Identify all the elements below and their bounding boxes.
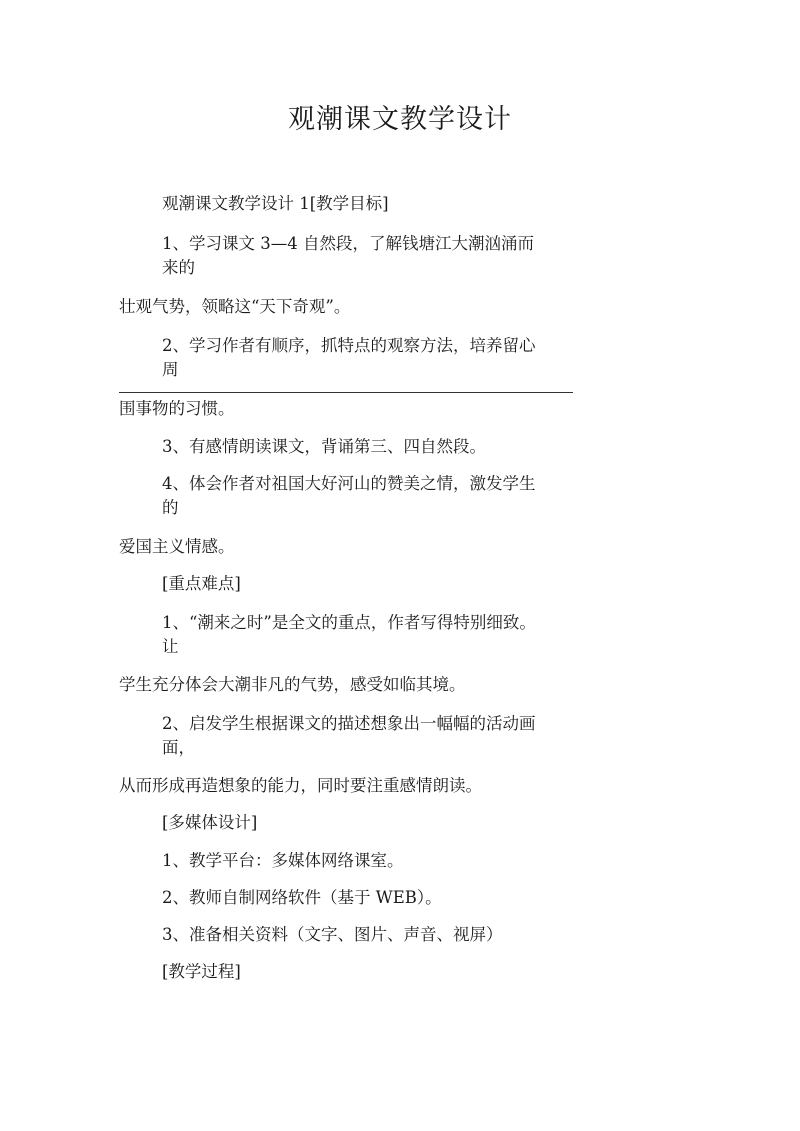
- objective-4-line-2: 的: [162, 498, 179, 517]
- document-title: 观潮课文教学设计: [288, 104, 512, 135]
- objective-1-line-1: 1、学习课文 3—4 自然段，了解钱塘江大潮汹涌而: [162, 234, 534, 253]
- key-point-2-line-1: 2、启发学生根据课文的描述想象出一幅幅的活动画: [162, 714, 536, 733]
- key-point-1-line-3: 学生充分体会大潮非凡的气势，感受如临其境。: [119, 675, 466, 694]
- objective-4-line-3: 爱国主义情感。: [119, 537, 235, 556]
- multimedia-item-3: 3、准备相关资料（文字、图片、声音、视屏）: [162, 925, 503, 944]
- objective-2-line-3: 围事物的习惯。: [119, 399, 235, 418]
- objective-1-line-2: 来的: [162, 258, 195, 277]
- objective-4-line-1: 4、体会作者对祖国大好河山的赞美之情，激发学生: [162, 474, 536, 493]
- objective-2-line-2: 周: [162, 360, 179, 379]
- section-heading-key-points: [重点难点]: [162, 574, 241, 593]
- objective-1-line-3: 壮观气势，领略这“天下奇观”。: [119, 297, 351, 316]
- key-point-2-line-2: 面，: [162, 738, 195, 757]
- objective-2-line-1: 2、学习作者有顺序，抓特点的观察方法，培养留心: [162, 336, 536, 355]
- key-point-2-line-3: 从而形成再造想象的能力，同时要注重感情朗读。: [119, 776, 482, 795]
- section-heading-process: [教学过程]: [162, 962, 241, 981]
- key-point-1-line-2: 让: [162, 637, 179, 656]
- multimedia-item-2: 2、教师自制网络软件（基于 WEB）。: [162, 888, 442, 907]
- section-heading-multimedia: [多媒体设计]: [162, 813, 258, 832]
- section-heading-objectives: 观潮课文教学设计 1[教学目标]: [162, 194, 389, 213]
- horizontal-rule: [119, 392, 573, 393]
- objective-3: 3、有感情朗读课文，背诵第三、四自然段。: [162, 437, 486, 456]
- multimedia-item-1: 1、教学平台：多媒体网络课室。: [162, 851, 404, 870]
- key-point-1-line-1: 1、“潮来之时”是全文的重点，作者写得特别细致。: [162, 613, 536, 632]
